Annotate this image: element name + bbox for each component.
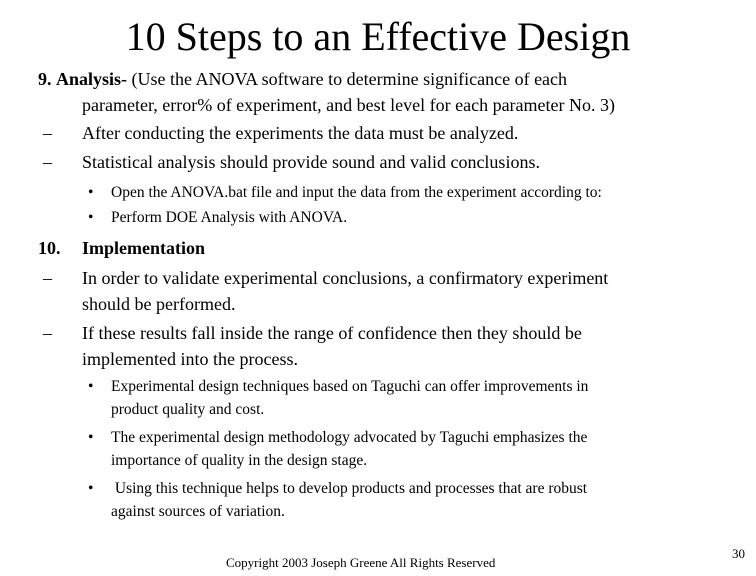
bullet-marker: •: [88, 378, 94, 395]
dash-item-line1: In order to validate experimental conclusions, a confirmatory experiment: [82, 268, 609, 288]
bullet-marker: •: [88, 429, 94, 446]
step9-heading: Analysis-: [56, 69, 128, 89]
copyright-footer: Copyright 2003 Joseph Greene All Rights Reserved: [226, 555, 496, 570]
step9-number: 9.: [38, 69, 52, 89]
bullet-item-line1: Using this technique helps to develop products and processes that are robust: [111, 480, 588, 497]
bullet-item-line2: product quality and cost.: [111, 401, 265, 418]
bullet-marker: •: [88, 184, 94, 201]
step10-heading: Implementation: [82, 238, 205, 258]
dash-item: After conducting the experiments the data must be analyzed.: [82, 123, 519, 143]
step10-number: 10.: [38, 238, 61, 258]
dash-item-line2: implemented into the process.: [82, 349, 298, 369]
page-number: 30: [732, 546, 745, 561]
bullet-item-line1: The experimental design methodology advocated by Taguchi emphasizes the: [111, 429, 588, 446]
dash-item: Statistical analysis should provide sound and valid conclusions.: [82, 152, 540, 172]
step9-intro: (Use the ANOVA software to determine significance of each: [127, 69, 568, 89]
bullet-item-line2: against sources of variation.: [111, 503, 285, 520]
dash-item-line2: should be performed.: [82, 294, 236, 314]
dash-marker: –: [43, 323, 52, 343]
step9-intro-cont: parameter, error% of experiment, and best level for each parameter No. 3): [82, 95, 616, 115]
bullet-marker: •: [88, 209, 94, 226]
dash-item-line1: If these results fall inside the range of confidence then they should be: [82, 323, 582, 343]
dash-marker: –: [43, 152, 52, 172]
bullet-item-line1: Experimental design techniques based on Taguchi can offer improvements in: [111, 378, 589, 395]
dash-marker: –: [43, 268, 52, 288]
bullet-item: Perform DOE Analysis with ANOVA.: [111, 209, 348, 226]
bullet-marker: •: [88, 480, 94, 497]
slide-title: 10 Steps to an Effective Design: [125, 14, 631, 59]
bullet-item-line2: importance of quality in the design stage.: [111, 452, 368, 469]
step9-heading-line: [38, 67, 567, 91]
dash-marker: –: [43, 123, 52, 143]
bullet-item: Open the ANOVA.bat file and input the data from the experiment according to:: [111, 184, 602, 201]
